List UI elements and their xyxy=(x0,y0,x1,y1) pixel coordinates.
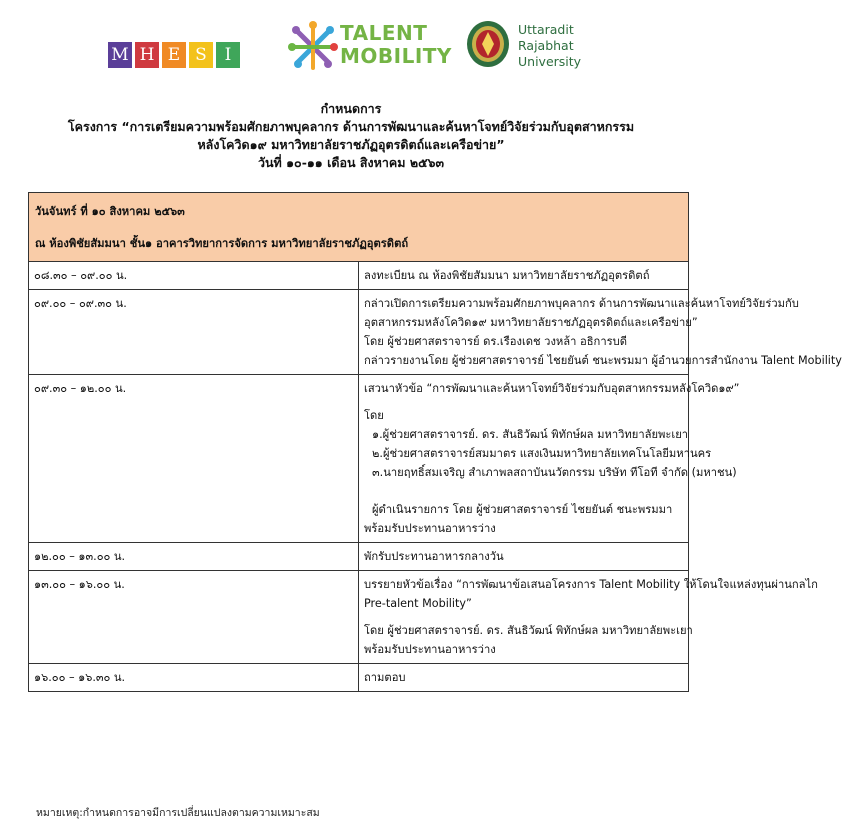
activity-cell xyxy=(359,290,842,375)
panel-by-label: โดย xyxy=(364,409,384,422)
activity-line: ถามตอบ xyxy=(364,671,406,684)
mhesi-letter-e: E xyxy=(162,42,186,68)
speaker-organization: สถาบันนวัตกรรม บริษัท ทีโอที จำกัด (มหาชน) xyxy=(513,466,737,479)
speaker-number: ๑. xyxy=(372,428,383,441)
speaker-number: ๒. xyxy=(372,447,383,460)
document-heading xyxy=(30,100,672,172)
time-cell: ๑๖.๐๐ – ๑๖.๓๐ น. xyxy=(29,664,359,692)
activity-line: ลงทะเบียน ณ ห้องพิชัยสัมมนา มหาวิทยาลัยราชภัฏอุตรดิตถ์ xyxy=(364,269,650,282)
mhesi-letter-i: I xyxy=(216,42,240,68)
panel-topic: เสวนาหัวข้อ “การพัฒนาและค้นหาโจทย์วิจัยร่วมกับอุตสาหกรรมหลังโควิด๑๙” xyxy=(364,382,740,395)
speaker-item xyxy=(364,444,712,463)
activity-line: กล่าวเปิดการเตรียมความพร้อมศักยภาพบุคลากร ด้านการพัฒนาและค้นหาโจทย์วิจัยร่วมกับ xyxy=(364,297,799,310)
talent-word: TALENT xyxy=(340,21,428,45)
university-line3: University xyxy=(518,54,582,69)
speaker-number: ๓. xyxy=(372,466,384,479)
university-seal-icon xyxy=(466,20,510,68)
event-dates: วันที่ ๑๐-๑๑ เดือน สิงหาคม ๒๕๖๓ xyxy=(257,155,445,170)
time-cell: ๑๒.๐๐ – ๑๓.๐๐ น. xyxy=(29,543,359,571)
speaker-name: ผู้ช่วยศาสตราจารย์สมมาตร แสงเงิน xyxy=(382,447,557,460)
activity-cell xyxy=(359,543,689,571)
schedule-row xyxy=(29,571,689,664)
day-venue: ณ ห้องพิชัยสัมมนา ชั้น๑ อาคารวิทยาการจัดการ มหาวิทยาลัยราชภัฏอุตรดิตถ์ xyxy=(35,237,409,250)
time-cell: ๐๙.๓๐ – ๑๒.๐๐ น. xyxy=(29,375,359,543)
mhesi-letter-m: M xyxy=(108,42,132,68)
day-header-row xyxy=(29,193,689,262)
schedule-row xyxy=(29,664,689,692)
lecture-topic-line1: บรรยายหัวข้อเรื่อง “การพัฒนาข้อเสนอโครงการ Talent Mobility ให้โดนใจแหล่งทุนผ่านกลไก xyxy=(364,578,818,591)
activity-line: อุตสาหกรรมหลังโควิด๑๙ มหาวิทยาลัยราชภัฏอุตรดิตถ์และเครือข่าย” xyxy=(364,316,698,329)
mhesi-letter-h: H xyxy=(135,42,159,68)
speaker-organization: มหาวิทยาลัยเทคโนโลยีมหานคร xyxy=(556,447,712,460)
day-date: วันจันทร์ ที่ ๑๐ สิงหาคม ๒๕๖๓ xyxy=(35,205,185,218)
panel-meal-note: พร้อมรับประทานอาหารว่าง xyxy=(364,522,496,535)
speaker-item xyxy=(364,463,737,482)
footnote: หมายเหตุ:กำหนดการอาจมีการเปลี่ยนแปลงตามความเหมาะสม xyxy=(36,807,320,819)
schedule-table xyxy=(28,192,842,692)
panel-moderator: ผู้ดำเนินรายการ โดย ผู้ช่วยศาสตราจารย์ ไชยยันต์ ชนะพรมมา xyxy=(372,503,673,516)
project-name-line1: โครงการ “การเตรียมความพร้อมศักยภาพบุคลากร ด้านการพัฒนาและค้นหาโจทย์วิจัยร่วมกับอุตสาหกรรม xyxy=(67,119,635,134)
project-name-line2: หลังโควิด๑๙ มหาวิทยาลัยราชภัฏอุตรดิตถ์และเครือข่าย” xyxy=(197,137,505,152)
time-cell: ๐๘.๓๐ – ๐๙.๐๐ น. xyxy=(29,262,359,290)
schedule-row xyxy=(29,543,689,571)
time-cell: ๑๓.๐๐ – ๑๖.๐๐ น. xyxy=(29,571,359,664)
speaker-name: ผู้ช่วยศาสตราจารย์. ดร. สันธิวัฒน์ พิทักษ์ผล มหาวิทยาลัยพะเยา xyxy=(382,428,689,441)
university-wordmark xyxy=(518,22,581,70)
lecture-topic-line2: Pre-talent Mobility” xyxy=(364,597,472,610)
activity-cell xyxy=(359,262,689,290)
activity-line: โดย ผู้ช่วยศาสตราจารย์ ดร.เรืองเดช วงหล้า อธิการบดี xyxy=(364,335,627,348)
mhesi-logo xyxy=(108,42,240,68)
schedule-row xyxy=(29,375,689,543)
schedule-row xyxy=(29,290,689,375)
speaker-item xyxy=(364,425,689,444)
document-title: กำหนดการ xyxy=(320,101,382,116)
activity-line: พักรับประทานอาหารกลางวัน xyxy=(364,550,504,563)
speaker-name: นายฤทธิ์สมเจริญ สำเภาพล xyxy=(383,466,514,479)
activity-cell xyxy=(359,571,818,664)
time-cell: ๐๙.๐๐ – ๐๙.๓๐ น. xyxy=(29,290,359,375)
day-header-cell xyxy=(29,193,689,262)
activity-line: กล่าวรายงานโดย ผู้ช่วยศาสตราจารย์ ไชยยันต์ ชนะพรมมา ผู้อำนวยการสำนักงาน Talent Mobility xyxy=(364,354,842,367)
lecture-meal-note: พร้อมรับประทานอาหารว่าง xyxy=(364,643,496,656)
talent-mobility-people-icon xyxy=(288,20,338,72)
activity-cell xyxy=(359,375,740,543)
university-line1: Uttaradit xyxy=(518,22,574,37)
talent-mobility-wordmark xyxy=(340,22,452,68)
university-line2: Rajabhat xyxy=(518,38,574,53)
activity-cell xyxy=(359,664,689,692)
mobility-word: MOBILITY xyxy=(340,44,452,68)
mhesi-letter-s: S xyxy=(189,42,213,68)
logo-row xyxy=(0,10,702,80)
lecture-speaker: โดย ผู้ช่วยศาสตราจารย์. ดร. สันธิวัฒน์ พิทักษ์ผล มหาวิทยาลัยพะเยา xyxy=(364,624,693,637)
schedule-row xyxy=(29,262,689,290)
